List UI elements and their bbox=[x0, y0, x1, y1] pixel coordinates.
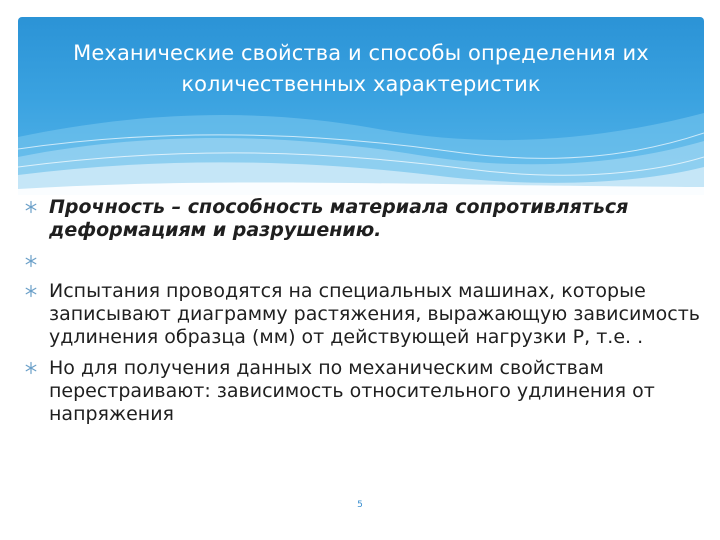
bullet-testing-machines bbox=[24, 280, 700, 349]
bullet-text: Но для получения данных по механическим свойствам перестраивают: зависимость относительного удлинения от напряжения bbox=[49, 357, 655, 425]
asterisk-icon bbox=[24, 254, 38, 268]
asterisk-icon bbox=[24, 200, 38, 214]
bullet-text: Испытания проводятся на специальных машинах, которые записывают диаграмму растяжения, выражающую зависимость удлинения образца (мм) от действующей нагрузки Р, т.е. . bbox=[49, 280, 700, 348]
bullet-strength-definition bbox=[24, 196, 700, 242]
bullet-text: Прочность – способность материала сопротивляться деформациям и разрушению. bbox=[49, 196, 629, 241]
page-number: 5 bbox=[357, 500, 363, 510]
bullet-empty bbox=[24, 250, 700, 273]
bullet-rebuild-diagram bbox=[24, 357, 700, 426]
title-line-2: количественных характеристик bbox=[181, 72, 541, 96]
asterisk-icon bbox=[24, 361, 38, 375]
title-line-1: Механические свойства и способы определения их bbox=[73, 41, 649, 65]
asterisk-icon bbox=[24, 284, 38, 298]
slide-title bbox=[18, 38, 704, 100]
title-banner bbox=[18, 17, 704, 195]
bullet-list bbox=[24, 196, 700, 426]
